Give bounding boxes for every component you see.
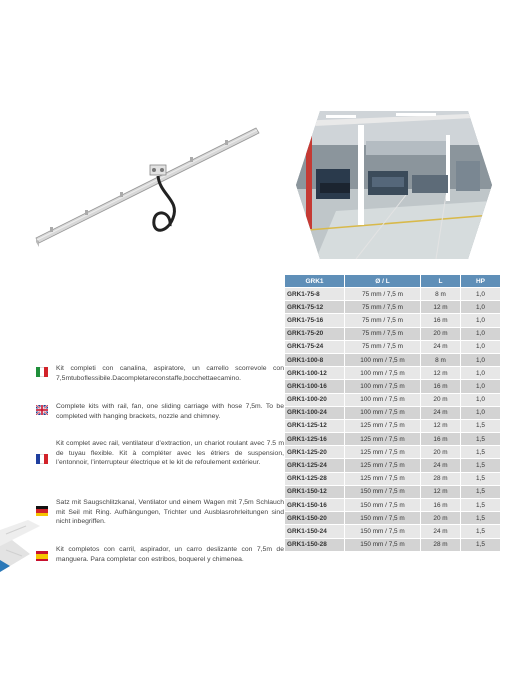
table-row bbox=[285, 538, 501, 551]
cell-model: GRK1-125-12 bbox=[285, 419, 345, 432]
cell-length: 8 m bbox=[421, 353, 461, 366]
cell-hp: 1,0 bbox=[461, 314, 501, 327]
table-row bbox=[285, 301, 501, 314]
cell-length: 16 m bbox=[421, 499, 461, 512]
cell-length: 20 m bbox=[421, 393, 461, 406]
cell-diameter: 125 mm / 7,5 m bbox=[345, 459, 421, 472]
table-row bbox=[285, 446, 501, 459]
header-diameter-length: Ø / L bbox=[345, 275, 421, 288]
description-german bbox=[36, 498, 284, 527]
header-hp: HP bbox=[461, 275, 501, 288]
table-header-row bbox=[285, 275, 501, 288]
description-text: Kit completos con carril, aspirador, un carro deslizante con 7,5m de manguera. Para completar con estribos, boquerel y chimenea. bbox=[56, 546, 284, 563]
cell-diameter: 125 mm / 7,5 m bbox=[345, 446, 421, 459]
description-italian bbox=[36, 364, 284, 383]
workshop-photo bbox=[296, 111, 492, 259]
cell-length: 24 m bbox=[421, 406, 461, 419]
cell-hp: 1,0 bbox=[461, 327, 501, 340]
cell-model: GRK1-100-24 bbox=[285, 406, 345, 419]
cell-hp: 1,5 bbox=[461, 485, 501, 498]
cell-length: 16 m bbox=[421, 314, 461, 327]
cell-length: 8 m bbox=[421, 288, 461, 301]
cell-diameter: 75 mm / 7,5 m bbox=[345, 327, 421, 340]
cell-model: GRK1-75-20 bbox=[285, 327, 345, 340]
cell-hp: 1,0 bbox=[461, 367, 501, 380]
description-text: Kit complet avec rail, ventilateur d’extraction, un chariot roulant avec 7.5 m de tuyau flexible. Kit à compléter avec les étriers de suspension, l’entonnoir, l’interrupteur électrique et le kit de refoulement extérieur. bbox=[56, 440, 284, 467]
cell-diameter: 150 mm / 7,5 m bbox=[345, 512, 421, 525]
cell-diameter: 150 mm / 7,5 m bbox=[345, 499, 421, 512]
table-row bbox=[285, 485, 501, 498]
cell-model: GRK1-150-20 bbox=[285, 512, 345, 525]
cell-hp: 1,0 bbox=[461, 301, 501, 314]
cell-diameter: 100 mm / 7,5 m bbox=[345, 406, 421, 419]
header-rail-length: L bbox=[421, 275, 461, 288]
corner-decoration bbox=[0, 520, 40, 572]
cell-model: GRK1-100-12 bbox=[285, 367, 345, 380]
cell-hp: 1,5 bbox=[461, 433, 501, 446]
table-row bbox=[285, 433, 501, 446]
uk-flag-icon bbox=[36, 405, 48, 415]
header-model: GRK1 bbox=[285, 275, 345, 288]
extraction-rail bbox=[36, 128, 259, 247]
germany-flag-icon bbox=[36, 506, 48, 516]
cell-model: GRK1-125-24 bbox=[285, 459, 345, 472]
cell-hp: 1,0 bbox=[461, 288, 501, 301]
cell-hp: 1,5 bbox=[461, 419, 501, 432]
cell-diameter: 100 mm / 7,5 m bbox=[345, 367, 421, 380]
cell-length: 12 m bbox=[421, 485, 461, 498]
description-french bbox=[36, 439, 284, 468]
cell-model: GRK1-100-16 bbox=[285, 380, 345, 393]
cell-diameter: 125 mm / 7,5 m bbox=[345, 419, 421, 432]
cell-hp: 1,5 bbox=[461, 512, 501, 525]
table-row bbox=[285, 340, 501, 353]
table-row bbox=[285, 393, 501, 406]
cell-model: GRK1-100-20 bbox=[285, 393, 345, 406]
cell-length: 28 m bbox=[421, 538, 461, 551]
cell-hp: 1,5 bbox=[461, 472, 501, 485]
table-row bbox=[285, 367, 501, 380]
table-row bbox=[285, 288, 501, 301]
table-row bbox=[285, 314, 501, 327]
cell-length: 12 m bbox=[421, 419, 461, 432]
cell-model: GRK1-75-24 bbox=[285, 340, 345, 353]
cell-hp: 1,0 bbox=[461, 353, 501, 366]
table-row bbox=[285, 459, 501, 472]
cell-model: GRK1-75-8 bbox=[285, 288, 345, 301]
cell-model: GRK1-75-12 bbox=[285, 301, 345, 314]
cell-model: GRK1-125-16 bbox=[285, 433, 345, 446]
table-row bbox=[285, 380, 501, 393]
cell-length: 12 m bbox=[421, 367, 461, 380]
cell-hp: 1,0 bbox=[461, 406, 501, 419]
cell-model: GRK1-150-12 bbox=[285, 485, 345, 498]
description-text: Complete kits with rail, fan, one sliding carriage with hose 7,5m. To be completed with hanging brackets, nozzle and chimney. bbox=[56, 403, 284, 420]
cell-model: GRK1-125-28 bbox=[285, 472, 345, 485]
cell-diameter: 75 mm / 7,5 m bbox=[345, 314, 421, 327]
table-row bbox=[285, 499, 501, 512]
cell-diameter: 100 mm / 7,5 m bbox=[345, 353, 421, 366]
description-text: Kit completi con canalina, aspiratore, un carrello scorrevole con 7,5mtuboflessibile.Dacompletareconstaffe,bocchettaecamino. bbox=[56, 365, 284, 382]
cell-length: 16 m bbox=[421, 380, 461, 393]
cell-model: GRK1-100-8 bbox=[285, 353, 345, 366]
cell-hp: 1,5 bbox=[461, 446, 501, 459]
cell-hp: 1,5 bbox=[461, 525, 501, 538]
cell-model: GRK1-150-24 bbox=[285, 525, 345, 538]
cell-hp: 1,5 bbox=[461, 459, 501, 472]
cell-diameter: 150 mm / 7,5 m bbox=[345, 525, 421, 538]
cell-diameter: 75 mm / 7,5 m bbox=[345, 340, 421, 353]
cell-length: 12 m bbox=[421, 301, 461, 314]
table-body bbox=[285, 288, 501, 552]
cell-length: 16 m bbox=[421, 433, 461, 446]
cell-model: GRK1-125-20 bbox=[285, 446, 345, 459]
description-english bbox=[36, 402, 284, 421]
cell-hp: 1,0 bbox=[461, 393, 501, 406]
cell-model: GRK1-150-16 bbox=[285, 499, 345, 512]
table-row bbox=[285, 327, 501, 340]
cell-length: 24 m bbox=[421, 340, 461, 353]
table-row bbox=[285, 419, 501, 432]
sliding-carriage bbox=[150, 165, 166, 175]
description-text: Satz mit Saugschlitzkanal, Ventilator und einem Wagen mit 7,5m Schlauch mit Seil mit Ring. Aufhängungen, Trichter und Ausblasrohrleitungen sind nicht inbegriffen. bbox=[56, 499, 284, 526]
france-flag-icon bbox=[36, 454, 48, 464]
cell-hp: 1,0 bbox=[461, 380, 501, 393]
table-row bbox=[285, 525, 501, 538]
cell-diameter: 150 mm / 7,5 m bbox=[345, 538, 421, 551]
cell-length: 24 m bbox=[421, 459, 461, 472]
cell-model: GRK1-150-28 bbox=[285, 538, 345, 551]
cell-hp: 1,5 bbox=[461, 538, 501, 551]
cell-diameter: 125 mm / 7,5 m bbox=[345, 472, 421, 485]
cell-diameter: 75 mm / 7,5 m bbox=[345, 288, 421, 301]
table-row bbox=[285, 406, 501, 419]
cell-length: 20 m bbox=[421, 327, 461, 340]
description-spanish bbox=[36, 545, 284, 564]
cell-length: 20 m bbox=[421, 512, 461, 525]
italy-flag-icon bbox=[36, 367, 48, 377]
table-row bbox=[285, 512, 501, 525]
product-illustration bbox=[30, 120, 260, 250]
cell-diameter: 75 mm / 7,5 m bbox=[345, 301, 421, 314]
cell-diameter: 100 mm / 7,5 m bbox=[345, 393, 421, 406]
cell-length: 20 m bbox=[421, 446, 461, 459]
cell-diameter: 125 mm / 7,5 m bbox=[345, 433, 421, 446]
table-row bbox=[285, 472, 501, 485]
spec-table bbox=[284, 274, 501, 552]
cell-diameter: 100 mm / 7,5 m bbox=[345, 380, 421, 393]
cell-model: GRK1-75-16 bbox=[285, 314, 345, 327]
cell-hp: 1,5 bbox=[461, 499, 501, 512]
cell-diameter: 150 mm / 7,5 m bbox=[345, 485, 421, 498]
cell-hp: 1,0 bbox=[461, 340, 501, 353]
table-row bbox=[285, 353, 501, 366]
cell-length: 24 m bbox=[421, 525, 461, 538]
cell-length: 28 m bbox=[421, 472, 461, 485]
